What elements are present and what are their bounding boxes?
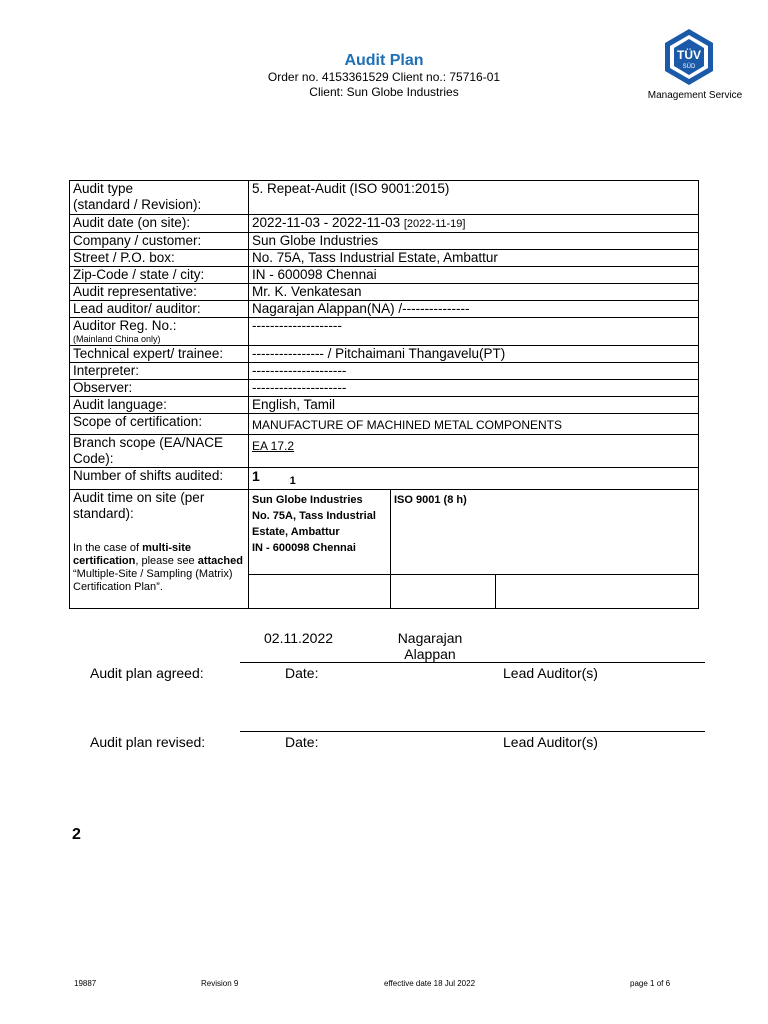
street-value: No. 75A, Tass Industrial Estate, Ambattur [249,250,699,267]
audit-date-cell [249,215,699,233]
auditor-reg-note: (Mainland China only) [73,334,161,344]
site-standard: ISO 9001 (8 h) [391,490,699,574]
footer-page: page 1 of 6 [630,979,671,988]
zip-value: IN - 600098 Chennai [249,267,699,284]
observer-value: --------------------- [249,380,699,397]
document-title: Audit Plan [344,52,424,69]
zip-label: Zip-Code / state / city: [70,267,249,284]
audit-type-value: 5. Repeat-Audit (ISO 9001:2015) [249,181,699,215]
empty-cell-1 [249,574,391,608]
client-line: Client: Sun Globe Industries [309,85,459,99]
tuv-logo-icon [659,27,719,87]
language-value: English, Tamil [249,397,699,414]
audit-type-label: Audit type (standard / Revision): [70,181,249,215]
shifts-label: Number of shifts audited: [70,468,249,490]
interpreter-value: --------------------- [249,363,699,380]
page-number: 2 [72,826,81,843]
auditor-reg-cell [70,318,249,346]
company-value: Sun Globe Industries [249,233,699,250]
shifts-value: 1 [252,468,260,484]
scope-label: Scope of certification: [70,414,249,435]
signature-auditor-value: Nagarajan Alappan [397,630,463,662]
lead-auditor-label: Lead auditor/ auditor: [70,301,249,318]
representative-value: Mr. K. Venkatesan [249,284,699,301]
multi-site-note: In the case of multi-site certification, please see attached “Multiple-Site / Sampling (Matrix) Certification Plan”. [73,542,243,593]
shifts-cell [249,468,699,490]
branch-value: EA 17.2 [249,435,699,468]
interpreter-label: Interpreter: [70,363,249,380]
street-label: Street / P.O. box: [70,250,249,267]
auditor-reg-value: -------------------- [249,318,699,346]
revised-lead-label: Lead Auditor(s) [503,734,598,750]
footer-effective-date: effective date 18 Jul 2022 [384,979,476,988]
shifts-value-2: 1 [289,475,296,487]
logo-text: TÜV [677,48,701,62]
representative-label: Audit representative: [70,284,249,301]
audit-date-note: [2022-11-19] [403,218,466,230]
empty-cell-3 [496,574,699,608]
order-line: Order no. 4153361529 Client no.: 75716-01 [267,70,501,84]
agreed-label: Audit plan agreed: [90,665,204,681]
auditor-reg-label: Auditor Reg. No.: [73,318,177,333]
lead-auditor-value: Nagarajan Alappan(NA) /--------------- [249,301,699,318]
signature-rule-agreed [240,662,705,663]
time-on-site-grid [249,490,699,609]
time-on-site-cell [70,490,249,609]
empty-cell-2 [391,574,496,608]
observer-label: Observer: [70,380,249,397]
footer-revision: Revision 9 [201,979,239,988]
logo-caption: Management Service [647,90,743,101]
language-label: Audit language: [70,397,249,414]
company-label: Company / customer: [70,233,249,250]
revised-label: Audit plan revised: [90,734,206,750]
audit-date-label: Audit date (on site): [70,215,249,233]
signature-date-value: 02.11.2022 [264,630,334,646]
agreed-date-label: Date: [285,665,319,681]
branch-label: Branch scope (EA/NACE Code): [70,435,249,468]
scope-value: MANUFACTURE OF MACHINED METAL COMPONENTS [249,414,699,435]
audit-details-table [69,180,699,609]
site-address: Sun Globe Industries No. 75A, Tass Industrial Estate, Ambattur IN - 600098 Chennai [249,490,391,574]
tech-expert-label: Technical expert/ trainee: [70,346,249,363]
signature-rule-revised [240,731,705,732]
tech-expert-value: ---------------- / Pitchaimani Thangavelu(PT) [249,346,699,363]
footer-doc-id: 19887 [74,979,97,988]
agreed-lead-label: Lead Auditor(s) [503,665,598,681]
time-on-site-label: Audit time on site (per standard): [73,490,205,521]
logo-subtext: SÜD [682,64,696,70]
revised-date-label: Date: [285,734,319,750]
audit-date-value: 2022-11-03 - 2022-11-03 [252,215,401,230]
